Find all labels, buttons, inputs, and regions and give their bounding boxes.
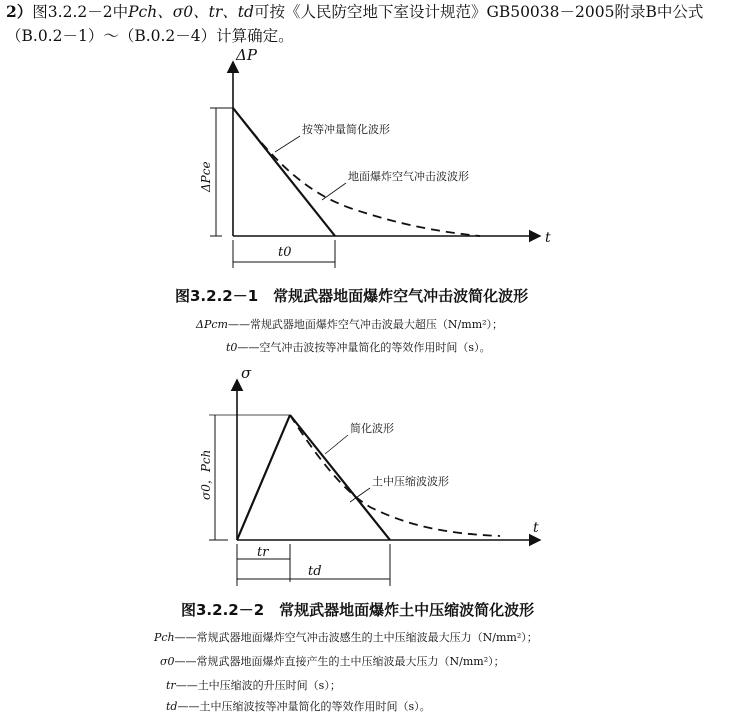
- legend-symbol: tr: [166, 679, 176, 692]
- y-axis-label: ΔP: [236, 46, 257, 64]
- legend-text: ——土中压缩波按等冲量简化的等效作用时间（s）。: [177, 700, 431, 713]
- intro-symbols: Pch、σ0、tr、td: [128, 3, 254, 21]
- annotation-simplified-leader: [275, 136, 300, 152]
- figure-1-legend-2: [226, 339, 491, 355]
- figure-2-legend-1: [154, 629, 538, 645]
- y-axis-label: σ: [241, 364, 252, 382]
- annotation-actual: 土中压缩波波形: [372, 475, 449, 488]
- peak-label: ΔPce: [199, 161, 213, 192]
- legend-symbol: t0: [226, 341, 238, 354]
- figure-1-caption: 图3.2.2－1 常规武器地面爆炸空气冲击波简化波形: [175, 287, 529, 305]
- annotation-actual-leader: [322, 183, 346, 200]
- rise-label: tr: [257, 545, 269, 560]
- figure-2-legend-4: [166, 698, 431, 714]
- x-axis-label: t: [545, 230, 551, 246]
- annotation-simplified: 按等冲量简化波形: [302, 123, 390, 136]
- item-number: 2）: [6, 2, 33, 21]
- figure-1-legend-1: [196, 316, 503, 332]
- time-label: t0: [278, 245, 292, 260]
- figure-2-diagram: [0, 362, 755, 594]
- peak-label: σ0，Pch: [199, 449, 213, 500]
- legend-symbol: ΔPcm: [196, 318, 228, 331]
- legend-symbol: td: [166, 700, 178, 713]
- x-axis-label: t: [533, 520, 539, 536]
- figure-2-caption: 图3.2.2－2 常规武器地面爆炸土中压缩波简化波形: [181, 601, 535, 619]
- annotation-simplified: 简化波形: [350, 422, 394, 435]
- simplified-rise: [237, 415, 290, 540]
- legend-symbol: σ0: [160, 655, 175, 668]
- figure-1-diagram: [0, 40, 755, 280]
- legend-text: ——空气冲击波按等冲量简化的等效作用时间（s）。: [237, 341, 491, 354]
- figure-2-legend-2: [160, 653, 505, 669]
- legend-text: ——土中压缩波的升压时间（s）；: [175, 679, 341, 692]
- legend-symbol: Pch: [154, 631, 175, 644]
- legend-text: ——常规武器地面爆炸空气冲击波感生的土中压缩波最大压力（N/mm²）；: [174, 631, 538, 644]
- annotation-simplified-leader: [325, 435, 348, 454]
- legend-text: ——常规武器地面爆炸空气冲击波最大超压（N/mm²）；: [227, 318, 504, 331]
- annotation-actual: 地面爆炸空气冲击波波形: [348, 170, 469, 183]
- intro-text-a: 图3.2.2－2中: [32, 3, 129, 21]
- duration-label: td: [308, 564, 322, 579]
- legend-text: ——常规武器地面爆炸直接产生的土中压缩波最大压力（N/mm²）；: [174, 655, 505, 668]
- figure-2-legend-3: [166, 677, 341, 693]
- intro-text-b: 可按《人民防空地下室设计规范》GB50038－2005附录B中公式（B.0.2－1）～（B.0.2－4）计算确定。: [6, 3, 704, 45]
